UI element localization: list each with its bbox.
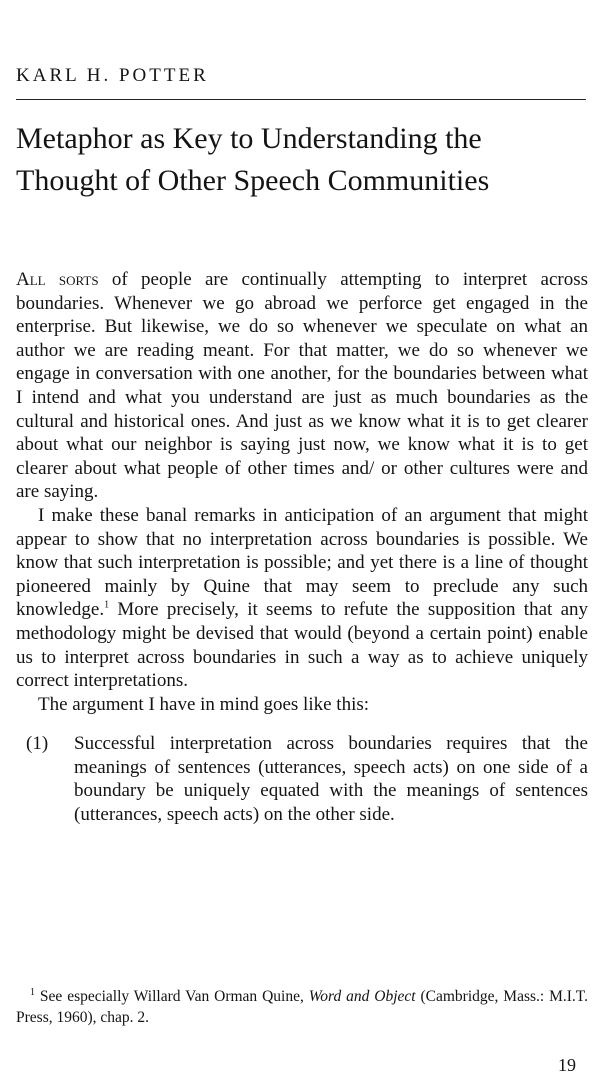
paragraph-3: The argument I have in mind goes like this: xyxy=(38,693,370,715)
book-page xyxy=(16,0,588,1083)
numbered-premise-1 xyxy=(16,732,588,826)
footnote-mark: 1 xyxy=(30,986,35,998)
paragraph-2-text-a: I make these banal remarks in anticipation of an argument that might appear to show that no interpretation across boundaries is possible. We know that such interpretation is possible; and yet there is a line of thought pioneered mainly by Quine that may seem to preclude any such knowledge. xyxy=(16,504,588,621)
chapter-body xyxy=(16,268,588,827)
footnote-text-a: See especially Willard Van Orman Quine, xyxy=(35,988,309,1005)
footnote-text-b: (Cambridge, Mass.: M.I.T. Press, 1960), chap. 2. xyxy=(16,988,588,1026)
paragraph-2-text-b: More precisely, it seems to refute the supposition that any methodology might be devised that would (beyond a certain point) enable us to interpret across boundaries in such a way as to achieve uniquely correct interpretations. xyxy=(16,599,588,692)
paragraph-1 xyxy=(16,268,588,504)
running-head-author: KARL H. POTTER xyxy=(16,65,209,86)
header-rule xyxy=(16,99,586,100)
footnote-book-title: Word and Object xyxy=(308,988,416,1005)
premise-number: (1) xyxy=(26,733,49,755)
footnote-reference[interactable]: 1 xyxy=(104,599,110,611)
paragraph-1-lead-smallcaps: All sorts xyxy=(16,269,99,290)
paragraph-2 xyxy=(16,504,588,693)
paragraph-1-text: of people are continually attempting to interpret across boundaries. Whenever we go abroad we perforce get engaged in the enterprise. But likewise, we do so whenever we speculate on what an author we are reading meant. For that matter, we do so whenever we engage in conversation with one another, for the boundaries between what I intend and what you understand are just as much boundaries as the cultural and historical ones. And just as we know what it is to get clearer about what our neighbor is saying just now, we know what it is to get clearer about what people of other times and/ or other cultures were and are saying. xyxy=(16,269,588,503)
page-number: 19 xyxy=(558,1055,576,1075)
footnote xyxy=(16,986,588,1028)
chapter-title: Metaphor as Key to Understanding the Thought of Other Speech Communities xyxy=(16,122,490,197)
premise-text: Successful interpretation across boundaries requires that the meanings of sentences (utterances, speech acts) on one side of a boundary be uniquely equated with the meanings of sentences (utterances, speech acts) on the other side. xyxy=(74,733,588,826)
